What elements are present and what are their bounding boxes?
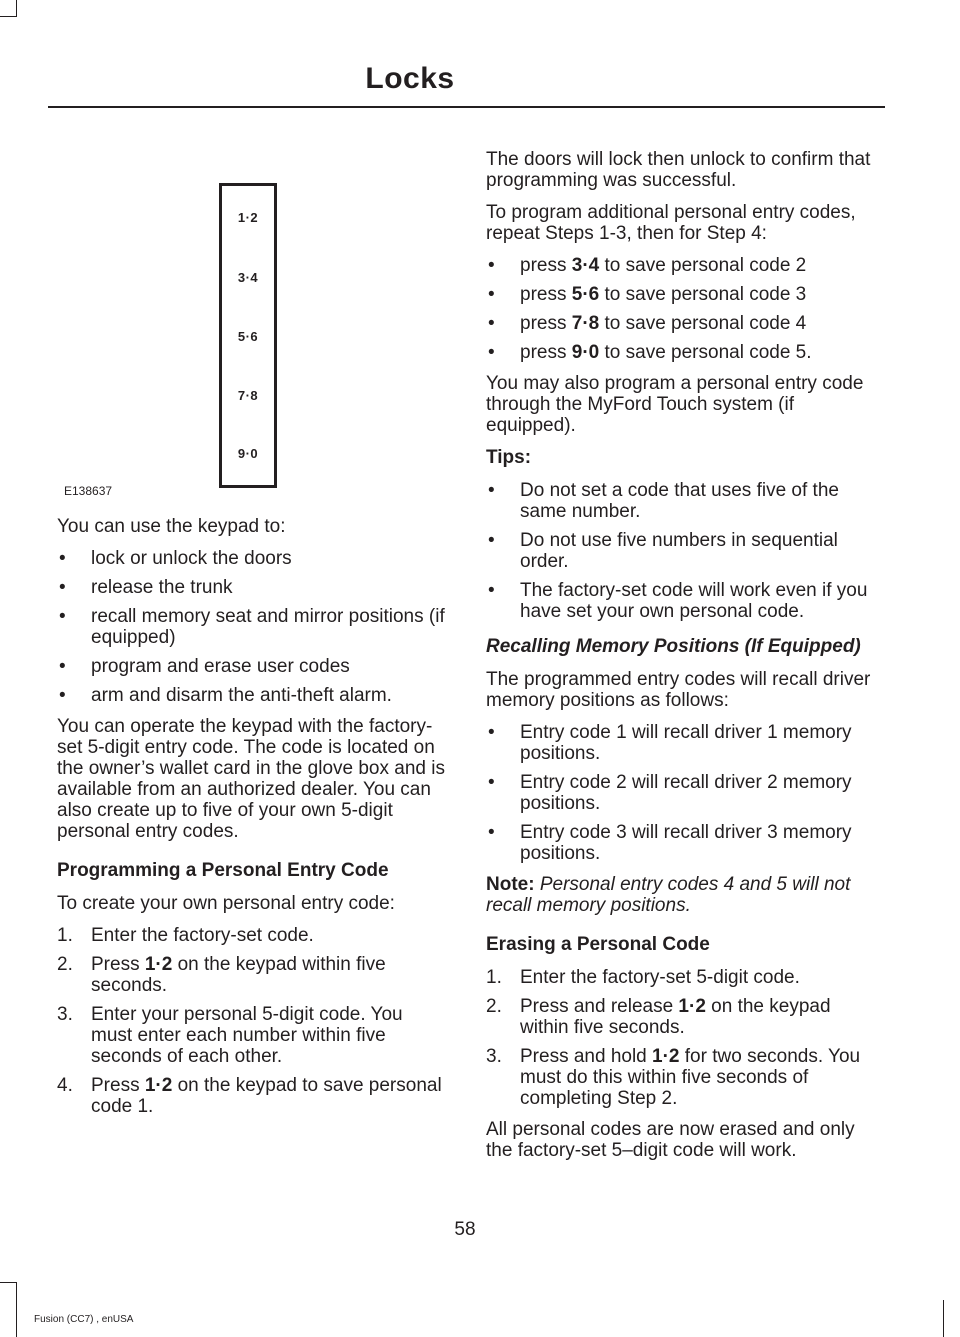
- note-label: Note:: [486, 874, 535, 895]
- list-item: • recall memory seat and mirror positions (if equipped): [59, 606, 445, 648]
- recall-heading: Recalling Memory Positions (If Equipped): [486, 636, 861, 657]
- myford-paragraph: You may also program a personal entry code through the MyFord Touch system (if equipped).: [486, 373, 864, 436]
- programming-steps: [57, 925, 449, 1117]
- list-item: • The factory-set code will work even if you have set your own personal code.: [488, 580, 868, 622]
- left-column: [57, 516, 449, 1127]
- programming-intro: To create your own personal entry code:: [57, 893, 395, 914]
- list-item: • program and erase user codes: [59, 656, 350, 677]
- recall-intro: The programmed entry codes will recall driver memory positions as follows:: [486, 669, 871, 711]
- note-text: Personal entry codes 4 and 5 will not recall memory positions.: [486, 874, 851, 916]
- keypad-intro: You can use the keypad to:: [57, 516, 286, 537]
- recall-list: [486, 722, 882, 864]
- list-item: • Entry code 3 will recall driver 3 memory positions.: [488, 822, 852, 864]
- additional-paragraph: To program additional personal entry codes, repeat Steps 1-3, then for Step 4:: [486, 202, 856, 244]
- keypad-key-5-6: 5·6: [237, 329, 259, 344]
- keypad-key-3-4: 3·4: [237, 270, 259, 285]
- programming-heading: Programming a Personal Entry Code: [57, 860, 389, 881]
- list-item: • lock or unlock the doors: [59, 548, 292, 569]
- confirm-paragraph: The doors will lock then unlock to confirm that programming was successful.: [486, 149, 871, 191]
- operate-paragraph: You can operate the keypad with the factory-set 5-digit entry code. The code is located on the owner’s wallet card in the glove box and is available from an authorized dealer. You can also create up to five of your own 5-digit personal entry codes.: [57, 716, 445, 842]
- crop-mark-top-left: [16, 0, 17, 16]
- step-item: 4. Press 1·2 on the keypad to save personal code 1.: [57, 1075, 442, 1117]
- page-number: 58: [454, 1219, 476, 1240]
- list-item: • Entry code 2 will recall driver 2 memory positions.: [488, 772, 852, 814]
- step-item: 1. Enter the factory-set code.: [57, 925, 314, 946]
- list-item: • press 7·8 to save personal code 4: [488, 313, 807, 334]
- step-item: 3. Press and hold 1·2 for two seconds. You must do this within five seconds of completing Step 2.: [486, 1046, 861, 1109]
- erase-heading: Erasing a Personal Code: [486, 934, 710, 955]
- keypad-key-7-8: 7·8: [237, 388, 259, 403]
- keypad-uses-list: [57, 548, 449, 706]
- crop-mark-bottom-left: [16, 1282, 17, 1337]
- list-item: • press 3·4 to save personal code 2: [488, 255, 807, 276]
- step-item: 1. Enter the factory-set 5-digit code.: [486, 967, 800, 988]
- erased-paragraph: All personal codes are now erased and only the factory-set 5–digit code will work.: [486, 1119, 855, 1161]
- tips-list: [486, 480, 882, 622]
- keypad-illustration: [219, 183, 277, 488]
- keypad-key-9-0: 9·0: [237, 446, 259, 461]
- crop-mark-bottom-left-h: [0, 1282, 17, 1283]
- crop-mark-bottom-right: [943, 1300, 944, 1337]
- footer-text: Fusion (CC7) , enUSA: [34, 1314, 134, 1325]
- list-item: • Do not use five numbers in sequential order.: [488, 530, 838, 572]
- figure-id: E138637: [64, 484, 113, 498]
- keypad-key-1-2: 1·2: [237, 210, 259, 225]
- list-item: • Do not set a code that uses five of the same number.: [488, 480, 839, 522]
- list-item: • Entry code 1 will recall driver 1 memory positions.: [488, 722, 852, 764]
- step-item: 2. Press 1·2 on the keypad within five seconds.: [57, 954, 386, 996]
- header-rule: [48, 106, 885, 108]
- note-paragraph: [486, 874, 882, 916]
- list-item: • press 5·6 to save personal code 3: [488, 284, 807, 305]
- section-title: Locks: [365, 62, 455, 95]
- list-item: • release the trunk: [59, 577, 233, 598]
- erase-steps: [486, 967, 882, 1109]
- list-item: • arm and disarm the anti-theft alarm.: [59, 685, 392, 706]
- crop-mark-top-left-h: [0, 16, 17, 17]
- list-item: • press 9·0 to save personal code 5.: [488, 342, 812, 363]
- right-column: [486, 149, 882, 1172]
- press-list: [486, 255, 882, 363]
- step-item: 2. Press and release 1·2 on the keypad within five seconds.: [486, 996, 831, 1038]
- tips-heading: Tips:: [486, 447, 532, 468]
- step-item: 3. Enter your personal 5-digit code. You must enter each number within five seconds of each other.: [57, 1004, 403, 1067]
